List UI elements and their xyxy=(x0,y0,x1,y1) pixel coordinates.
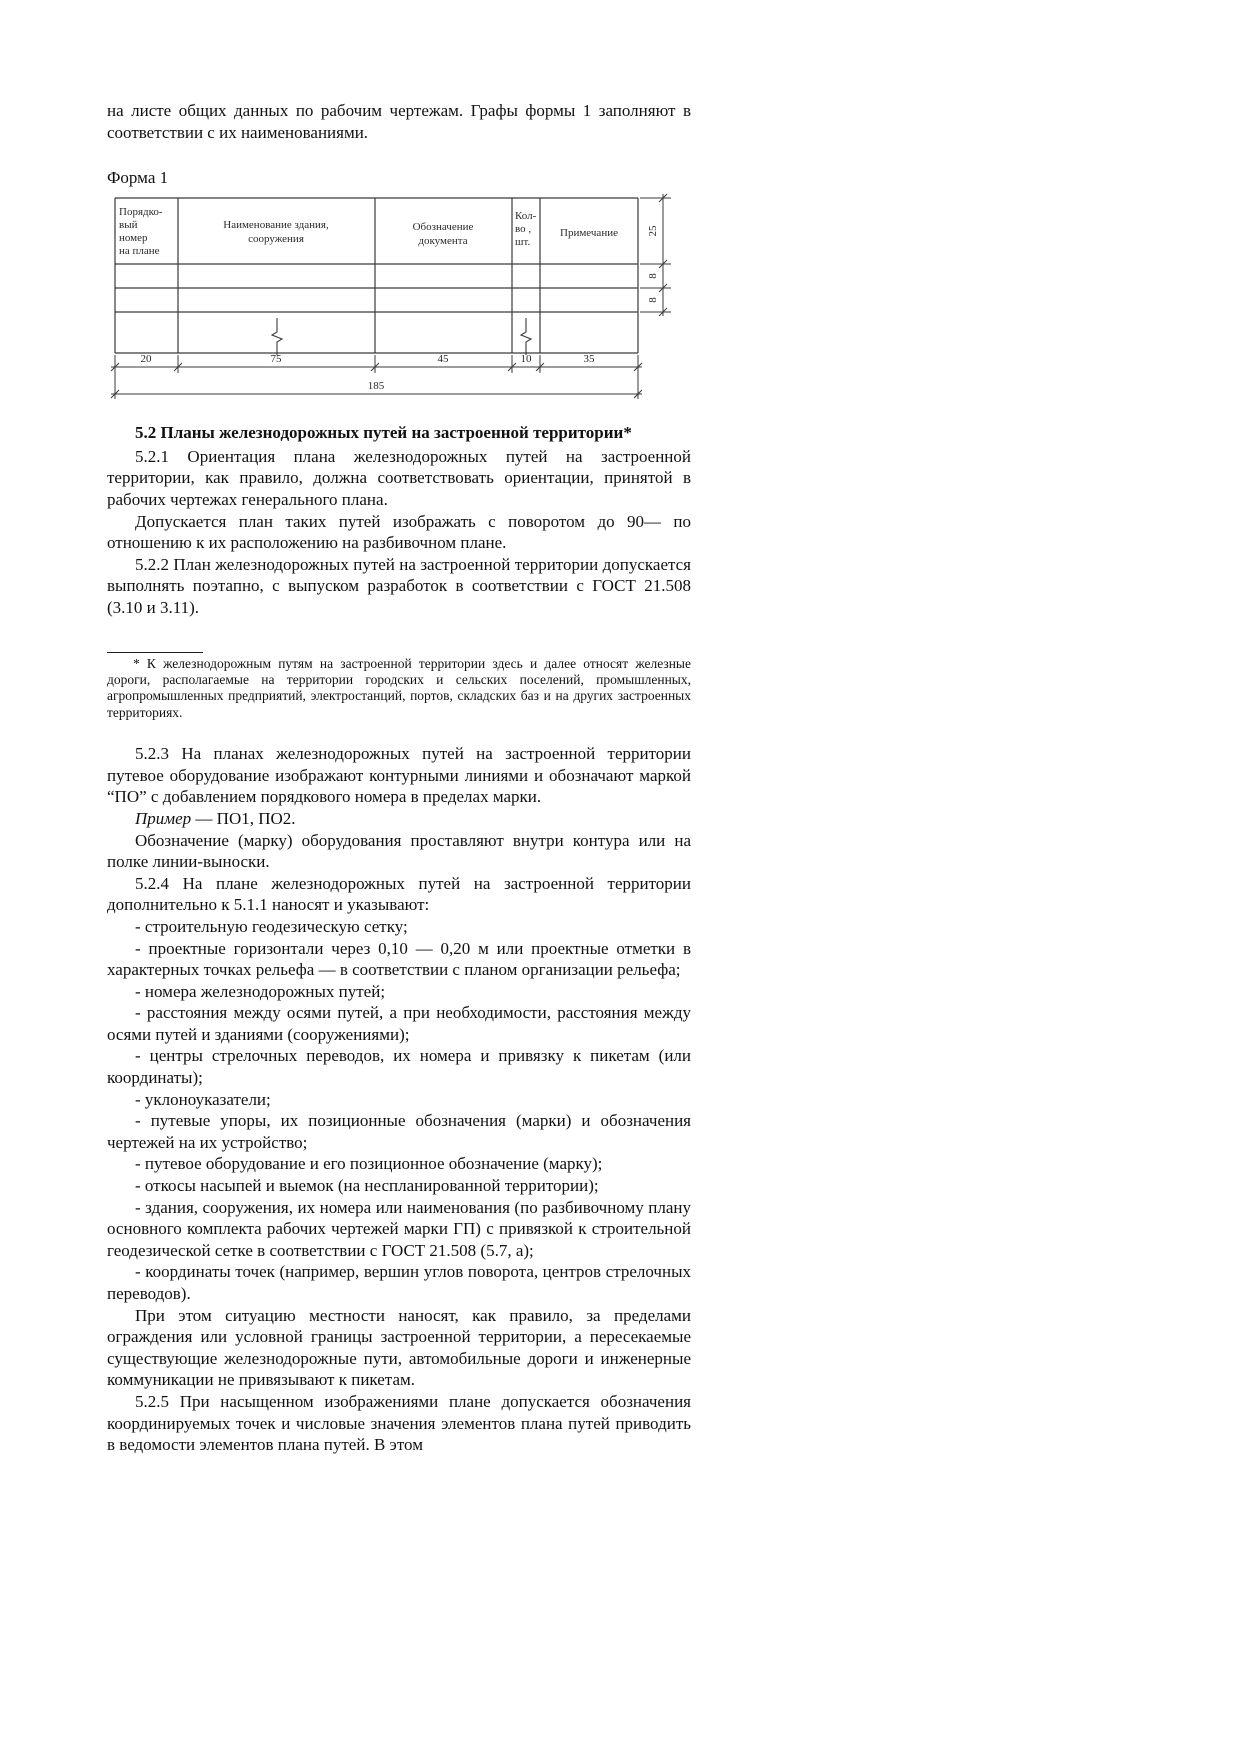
header-col4-line3: шт. xyxy=(515,236,531,249)
dim-185: 185 xyxy=(367,380,385,393)
header-col1-line3: номер xyxy=(119,232,148,245)
paragraph-intro: на листе общих данных по рабочим чертежам. Графы формы 1 заполняют в соответствии с их наименованиями. xyxy=(107,101,691,142)
list-item: - путевые упоры, их позиционные обозначения (марки) и обозначения чертежей на их устройство; xyxy=(107,1111,691,1152)
header-col1-line1: Порядко- xyxy=(119,206,163,219)
page-content xyxy=(107,100,691,1456)
width-dimension-lines xyxy=(111,355,642,399)
example-text: — ПО1, ПО2. xyxy=(191,808,296,828)
dim-8-row1: 8 xyxy=(647,273,659,279)
form-table-grid xyxy=(115,198,638,353)
paragraph-5-2-1b: Допускается план таких путей изображать с поворотом до 90— по отношению к их расположению на разбивочном плане. xyxy=(107,511,691,553)
example-label: Пример xyxy=(135,808,192,828)
dim-25: 25 xyxy=(647,225,659,237)
paragraph-5-2-3: 5.2.3 На планах железнодорожных путей на застроенной территории путевое оборудование изображают контурными линиями и обозначают маркой “ПО” с добавлением порядкового номера в пределах марки. xyxy=(107,744,691,807)
section-heading-5-2: 5.2 Планы железнодорожных путей на застроенной территории* xyxy=(135,423,632,443)
paragraph-5-2-4: 5.2.4 На плане железнодорожных путей на застроенной территории дополнительно к 5.1.1 наносят и указывают: xyxy=(107,873,691,915)
header-col1-line2: вый xyxy=(119,219,138,232)
list-item: - проектные горизонтали через 0,10 — 0,20 м или проектные отметки в характерных точках рельефа — в соответствии с планом организации рельефа; xyxy=(107,938,691,980)
header-col3-line1: Обозначение xyxy=(412,221,474,234)
header-col2-line2: сооружения xyxy=(248,233,304,246)
list-item: - откосы насыпей и выемок (на неспланированной территории); xyxy=(135,1176,599,1196)
header-col5: Примечание xyxy=(560,227,618,240)
form-1-drawing xyxy=(107,191,687,406)
width-dimension-numbers xyxy=(141,353,596,392)
list-item: - здания, сооружения, их номера или наименования (по разбивочному плану основного комплекта рабочих чертежей марки ГП) с привязкой к строительной геодезической сетке в соответствии с ГОСТ 21.508 (5.7, а); xyxy=(107,1197,691,1260)
paragraph-5-2-1: 5.2.1 Ориентация плана железнодорожных путей на застроенной территории, как правило, должна соответствовать ориентации, принятой в рабочих чертежах генерального плана. xyxy=(107,446,691,509)
header-col4-line1: Кол- xyxy=(515,210,537,223)
dim-20: 20 xyxy=(140,353,152,366)
list-item: - уклоноуказатели; xyxy=(135,1089,271,1109)
list-item: - путевое оборудование и его позиционное обозначение (марку); xyxy=(135,1154,603,1174)
dim-45: 45 xyxy=(437,353,449,366)
dim-75: 75 xyxy=(270,353,282,366)
form-table-headers xyxy=(119,206,618,257)
header-col1-line4: на плане xyxy=(119,245,160,258)
dim-10: 10 xyxy=(520,353,532,366)
dim-35: 35 xyxy=(583,353,595,366)
paragraph-5-2-2: 5.2.2 План железнодорожных путей на застроенной территории допускается выполнять поэтапно, с выпуском разработок в соответствии с ГОСТ 21.508 (3.10 и 3.11). xyxy=(107,554,691,617)
dim-8-row2: 8 xyxy=(647,297,659,303)
paragraph-example xyxy=(107,808,691,830)
footnote-separator xyxy=(107,652,203,653)
header-col2-line1: Наименование здания, xyxy=(223,219,329,232)
list-item: - номера железнодорожных путей; xyxy=(135,981,386,1001)
header-col3-line2: документа xyxy=(418,235,468,248)
footnote-text: * К железнодорожным путям на застроенной территории здесь и далее относят железные дороги, располагаемые на территории городских и сельских поселений, промышленных, агропромышленных предприятий, электростанций, портов, складских баз и на других застроенных территориях. xyxy=(107,655,691,720)
header-col4-line2: во , xyxy=(515,223,532,236)
form-1-label: Форма 1 xyxy=(107,168,169,188)
paragraph-after-list: При этом ситуацию местности наносят, как правило, за пределами ограждения или условной границы застроенной территории, а пересекаемые существующие железнодорожные пути, автомобильные дороги и инженерные коммуникации не привязывают к пикетам. xyxy=(107,1305,691,1390)
paragraph-5-2-5: 5.2.5 При насыщенном изображениями плане допускается обозначения координируемых точек и числовые значения элементов плана путей приводить в ведомости элементов плана путей. В этом xyxy=(107,1391,691,1455)
list-item: - центры стрелочных переводов, их номера и привязку к пикетам (или координаты); xyxy=(107,1046,691,1088)
list-item: - координаты точек (например, вершин углов поворота, центров стрелочных переводов). xyxy=(107,1262,691,1303)
paragraph-5-2-3b: Обозначение (марку) оборудования проставляют внутри контура или на полке линии-выноски. xyxy=(107,830,691,872)
list-item: - строительную геодезическую сетку; xyxy=(135,916,408,936)
table-break-marks xyxy=(272,318,531,355)
list-item: - расстояния между осями путей, а при необходимости, расстояния между осями путей и зданиями (сооружениями); xyxy=(107,1003,691,1044)
